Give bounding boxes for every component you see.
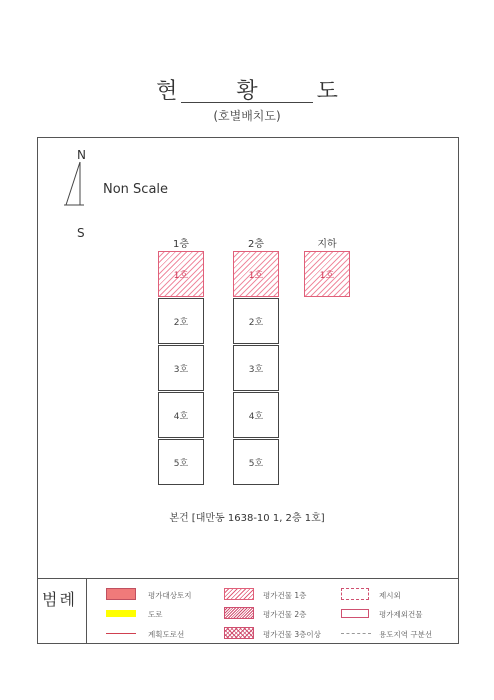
unit-number: 1호 bbox=[319, 270, 335, 281]
floor-column-label: 1층 bbox=[172, 239, 190, 250]
legend-label: 도로 bbox=[148, 610, 163, 619]
unit-number: 3호 bbox=[173, 364, 189, 375]
unit-cell bbox=[158, 345, 204, 391]
subject-unit-cell bbox=[304, 251, 350, 297]
unit-cell bbox=[158, 298, 204, 344]
subject-unit-cell bbox=[233, 251, 279, 297]
unit-number: 4호 bbox=[173, 411, 189, 422]
legend-label: 평가대상토지 bbox=[148, 591, 192, 600]
legend-label: 계획도로선 bbox=[148, 630, 185, 639]
legend-label: 평가제외건물 bbox=[379, 610, 423, 619]
unit-number: 2호 bbox=[173, 317, 189, 328]
legend-swatch-dashed bbox=[341, 588, 369, 600]
page-title: 현 황 도 bbox=[156, 79, 364, 104]
unit-number: 5호 bbox=[248, 458, 264, 469]
legend-swatch-crosshatch bbox=[224, 627, 254, 639]
subject-caption: 본건 [대만동 1638-10 1, 2층 1호] bbox=[169, 513, 325, 524]
floor-column-label: 지하 bbox=[317, 239, 337, 250]
legend-swatch-hatch-dense bbox=[224, 607, 254, 619]
legend-swatch-yellow bbox=[106, 610, 136, 617]
legend-vertical-divider bbox=[86, 578, 87, 644]
legend-label: 용도지역 구분선 bbox=[379, 630, 433, 639]
compass-south-label: S bbox=[77, 226, 85, 240]
legend-swatch-outline bbox=[341, 609, 369, 618]
unit-number: 1호 bbox=[248, 270, 264, 281]
legend-label: 제시외 bbox=[379, 591, 401, 600]
legend-label: 평가건물 1층 bbox=[263, 591, 307, 600]
legend-line-dashed bbox=[341, 633, 371, 634]
legend-line-red bbox=[106, 633, 136, 634]
page-subtitle: (호별배치도) bbox=[213, 109, 281, 123]
floor-column-label: 2층 bbox=[247, 239, 265, 250]
unit-number: 3호 bbox=[248, 364, 264, 375]
legend-label: 평가건물 2층 bbox=[263, 610, 307, 619]
legend-swatch-red bbox=[106, 588, 136, 600]
unit-cell bbox=[233, 345, 279, 391]
legend-label: 평가건물 3층이상 bbox=[263, 630, 321, 639]
unit-number: 5호 bbox=[173, 458, 189, 469]
unit-number: 2호 bbox=[248, 317, 264, 328]
north-arrow-icon bbox=[60, 160, 86, 208]
unit-cell bbox=[158, 439, 204, 485]
unit-number: 4호 bbox=[248, 411, 264, 422]
unit-number: 1호 bbox=[173, 270, 189, 281]
unit-cell bbox=[233, 298, 279, 344]
unit-cell bbox=[233, 439, 279, 485]
title-underline bbox=[181, 102, 313, 103]
subject-unit-cell bbox=[158, 251, 204, 297]
unit-cell bbox=[158, 392, 204, 438]
unit-cell bbox=[233, 392, 279, 438]
scale-label: Non Scale bbox=[103, 182, 169, 197]
compass-north-label: N bbox=[77, 148, 86, 162]
legend-title: 범례 bbox=[42, 590, 77, 609]
legend-swatch-hatch bbox=[224, 588, 254, 600]
legend-divider bbox=[37, 578, 459, 579]
